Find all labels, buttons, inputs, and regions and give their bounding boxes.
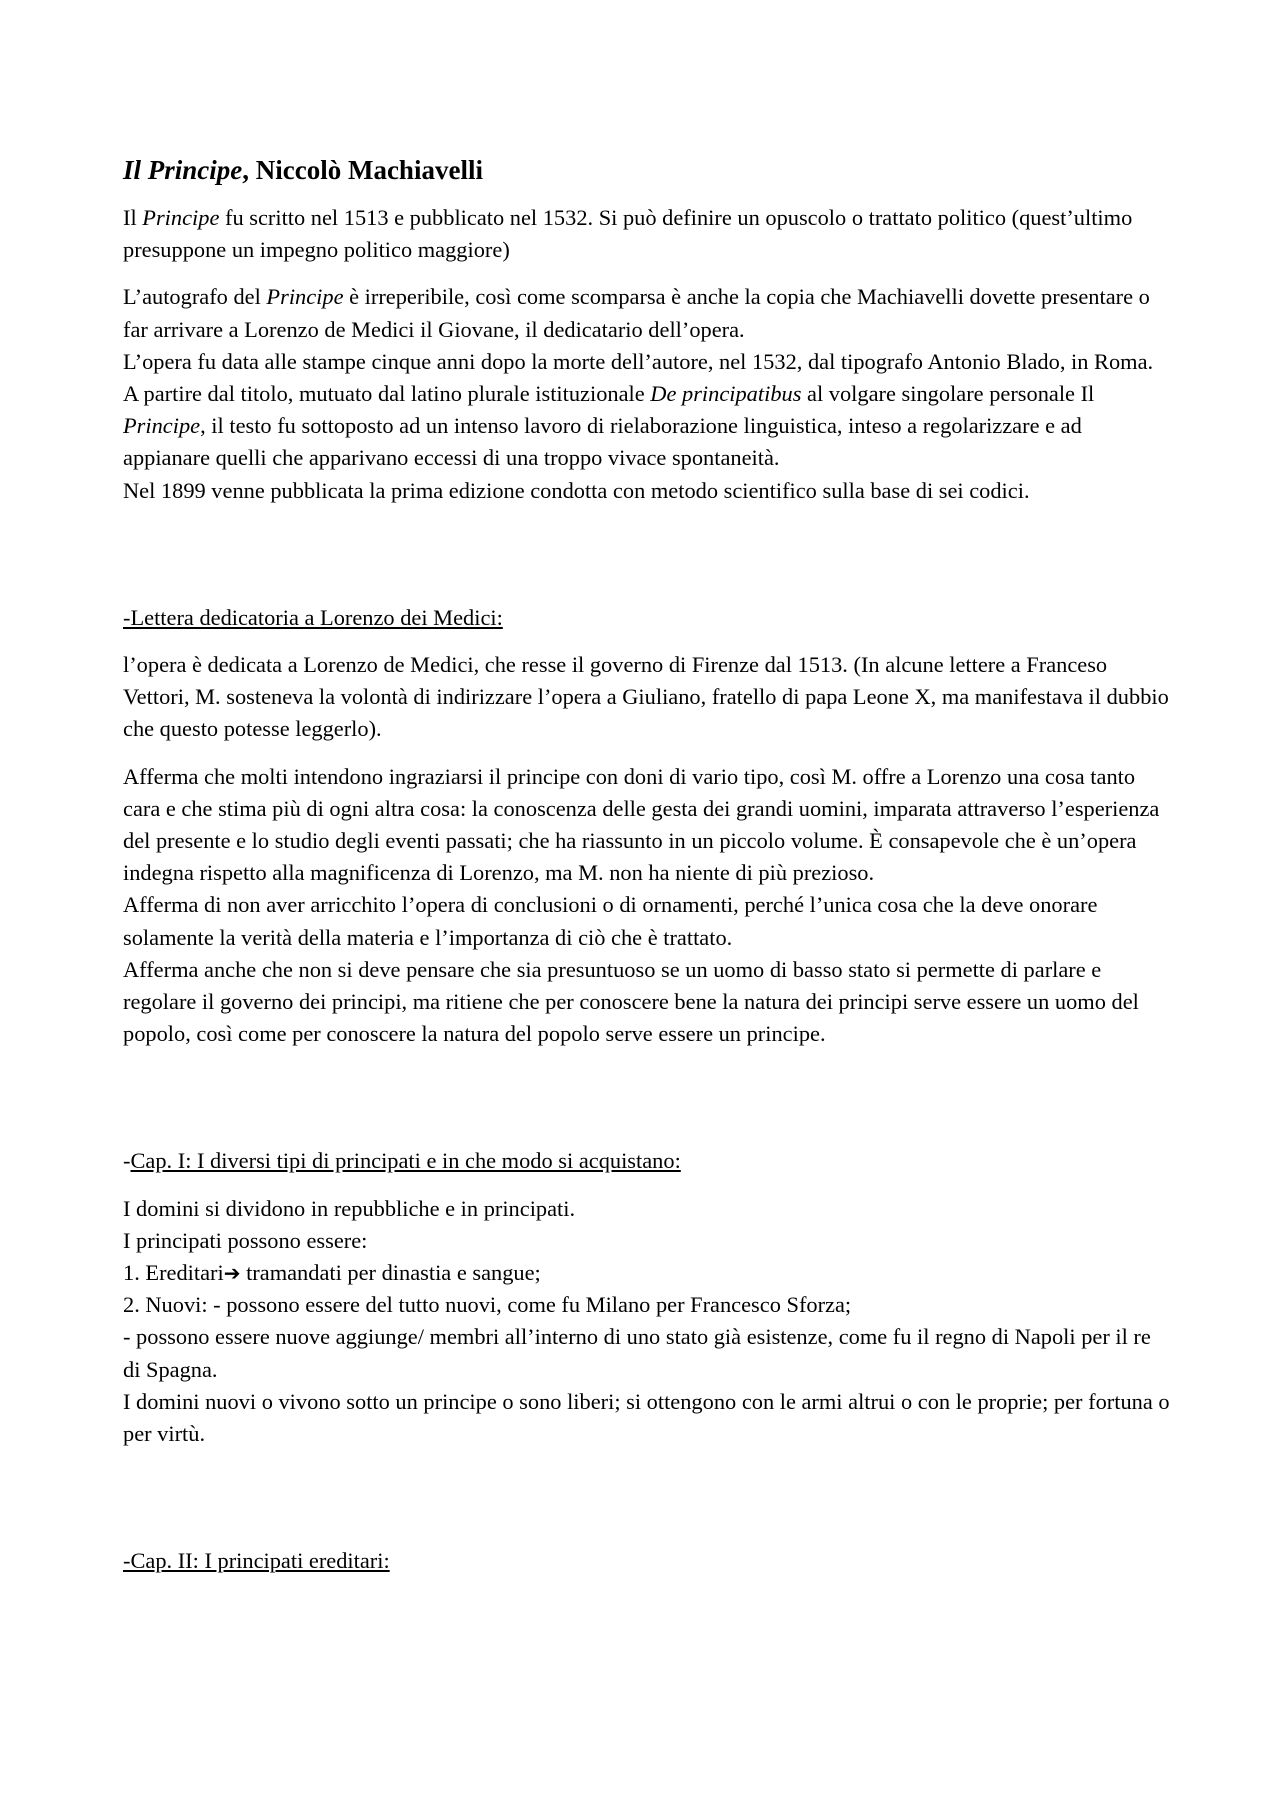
text-run: Nel 1899 venne pubblicata la prima edizione condotta con metodo scientifico sulla base di sei codici. — [123, 477, 1030, 503]
cap1-paragraph — [123, 1193, 1173, 1451]
text-run: I domini nuovi o vivono sotto un principe o sono liberi; si ottengono con le armi altrui o con le proprie; per fortuna o per virtù. — [123, 1388, 1170, 1447]
text-run: , il testo fu sottoposto ad un intenso lavoro di rielaborazione linguistica, inteso a regolarizzare e ad appianare quelli che apparivano eccessi di una troppo vivace spontaneità. — [123, 413, 1082, 471]
heading-text: Cap. I: I diversi tipi di principati e in che modo si acquistano: — [130, 1148, 681, 1174]
text-run-italic: Principe — [123, 413, 201, 439]
text-run: tramandati per dinastia e sangue; — [240, 1260, 541, 1286]
text-run-italic: De principatibus — [650, 381, 802, 407]
section-heading-cap2: -Cap. II: I principati ereditari: — [123, 1548, 390, 1574]
document-page — [123, 152, 1173, 1593]
title-author: , Niccolò Machiavelli — [242, 155, 483, 185]
section-heading-cap1 — [123, 1145, 1173, 1177]
section-heading-lettera: -Lettera dedicatoria a Lorenzo dei Medici: — [123, 604, 503, 630]
text-run: I domini si dividono in repubbliche e in principati. — [123, 1195, 576, 1221]
text-run: A partire dal titolo, mutuato dal latino plurale istituzionale — [123, 381, 651, 407]
section-gap — [123, 1065, 1173, 1145]
section-gap — [123, 1465, 1173, 1545]
text-run: 2. Nuovi: - possono essere del tutto nuovi, come fu Milano per Francesco Sforza; — [123, 1292, 852, 1318]
text-run: - possono essere nuove aggiunge/ membri all’interno di uno stato già esistenze, come fu il regno di Napoli per il re di Spagna. — [123, 1324, 1151, 1382]
text-run: Afferma che molti intendono ingraziarsi il principe con doni di vario tipo, così M. offre a Lorenzo una cosa tanto cara e che stima più di ogni altra cosa: la conoscenza delle gesta dei grandi uomini, imparata attraverso l’esperienza del presente e lo studio degli eventi passati; che ha riassunto in un piccolo volume. È consapevole che è un’opera indegna rispetto alla magnificenza di Lorenzo, ma M. non ha niente di più prezioso. — [123, 763, 1160, 886]
text-run: al volgare singolare personale Il — [801, 381, 1095, 407]
intro-paragraph-2 — [123, 281, 1173, 506]
lettera-paragraph-1: l’opera è dedicata a Lorenzo de Medici, che resse il governo di Firenze dal 1513. (In alcune lettere a Franceso Vettori, M. sosteneva la volontà di indirizzare l’opera a Giuliano, fratello di papa Leone X, ma manifestava il dubbio che questo potesse leggerlo). — [123, 652, 1169, 742]
text-run: fu scritto nel 1513 e pubblicato nel 1532. Si può definire un opuscolo o trattato politico (quest’ultimo presuppone un impegno politico maggiore) — [123, 205, 1133, 263]
text-run-italic: Principe — [142, 205, 220, 230]
text-run: è irreperibile, così come scomparsa è anche la copia che Machiavelli dovette presentare o far arrivare a Lorenzo de Medici il Giovane, il dedicatario dell’opera. — [123, 284, 1150, 342]
text-run: Il — [123, 205, 143, 230]
section-gap — [123, 522, 1173, 602]
text-run: L’opera fu data alle stampe cinque anni dopo la morte dell’autore, nel 1532, dal tipografo Antonio Blado, in Roma. — [123, 348, 1154, 374]
document-title — [123, 152, 1173, 188]
text-run-italic: Principe — [266, 284, 344, 310]
text-run: I principati possono essere: — [123, 1227, 368, 1253]
intro-paragraph-1 — [123, 202, 1173, 266]
lettera-paragraph-2 — [123, 761, 1173, 1051]
text-run: L’autografo del — [123, 284, 267, 310]
text-run: Afferma anche che non si deve pensare che sia presuntuoso se un uomo di basso stato si permette di parlare e regolare il governo dei principi, ma ritiene che per conoscere bene la natura dei principi serve essere un uomo del popolo, così come per conoscere la natura del popolo serve essere un principe. — [123, 956, 1139, 1047]
arrow-right-icon: ➔ — [223, 1261, 241, 1286]
title-italic: Il Principe — [123, 155, 243, 185]
heading-dash: - — [123, 1148, 131, 1174]
text-run: 1. Ereditari — [123, 1260, 224, 1286]
text-run: Afferma di non aver arricchito l’opera di conclusioni o di ornamenti, perché l’unica cosa che la deve onorare solamente la verità della materia e l’importanza di ciò che è trattato. — [123, 892, 1098, 950]
